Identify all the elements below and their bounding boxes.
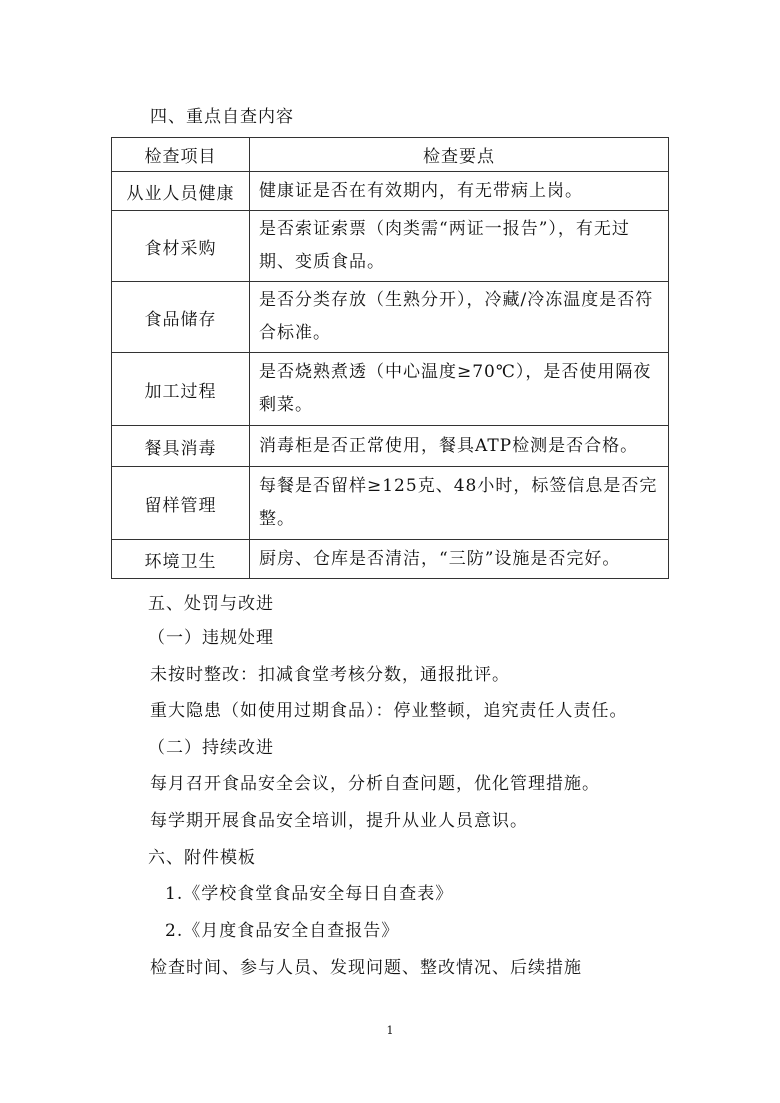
table-row — [112, 467, 669, 540]
table-row — [112, 426, 669, 467]
table-row — [112, 353, 669, 426]
row-item: 留样管理 — [112, 467, 250, 540]
table-row — [112, 282, 669, 353]
subsection-2-title: （二）持续改进 — [148, 738, 274, 758]
subsection-1-title: （一）违规处理 — [148, 628, 274, 648]
row-point: 是否烧熟煮透（中心温度≥70℃），是否使用隔夜剩菜。 — [250, 353, 669, 426]
section-6-title: 六、附件模板 — [148, 848, 256, 868]
paragraph-rectification: 未按时整改：扣减食堂考核分数，通报批评。 — [150, 665, 510, 685]
section-4-title: 四、重点自查内容 — [150, 107, 294, 127]
row-item: 食品储存 — [112, 282, 250, 353]
inspection-table — [111, 137, 669, 579]
row-item: 从业人员健康 — [112, 172, 250, 211]
paragraph-training: 每学期开展食品安全培训，提升从业人员意识。 — [150, 811, 528, 831]
table-row — [112, 540, 669, 579]
section-5-title: 五、处罚与改进 — [148, 594, 274, 614]
attachment-item-2: 2.《月度食品安全自查报告》 — [165, 921, 400, 941]
attachment-description: 检查时间、参与人员、发现问题、整改情况、后续措施 — [150, 958, 582, 978]
row-item: 环境卫生 — [112, 540, 250, 579]
table-header-row — [112, 138, 669, 172]
row-point: 是否索证索票（肉类需“两证一报告”），有无过期、变质食品。 — [250, 211, 669, 282]
row-point: 厨房、仓库是否清洁，“三防”设施是否完好。 — [250, 540, 669, 579]
page-number: 1 — [386, 1024, 394, 1037]
row-item: 食材采购 — [112, 211, 250, 282]
header-item: 检查项目 — [112, 138, 250, 172]
table-row — [112, 172, 669, 211]
row-point: 健康证是否在有效期内，有无带病上岗。 — [250, 172, 669, 211]
row-item: 餐具消毒 — [112, 426, 250, 467]
row-point: 消毒柜是否正常使用，餐具ATP检测是否合格。 — [250, 426, 669, 467]
attachment-item-1: 1.《学校食堂食品安全每日自查表》 — [165, 884, 454, 904]
row-point: 是否分类存放（生熟分开），冷藏/冷冻温度是否符合标准。 — [250, 282, 669, 353]
table-row — [112, 211, 669, 282]
row-point: 每餐是否留样≥125克、48小时，标签信息是否完整。 — [250, 467, 669, 540]
header-point: 检查要点 — [250, 138, 669, 172]
row-item: 加工过程 — [112, 353, 250, 426]
paragraph-monthly-meeting: 每月召开食品安全会议，分析自查问题，优化管理措施。 — [150, 774, 600, 794]
paragraph-major-hazard: 重大隐患（如使用过期食品）：停业整顿，追究责任人责任。 — [150, 701, 628, 721]
